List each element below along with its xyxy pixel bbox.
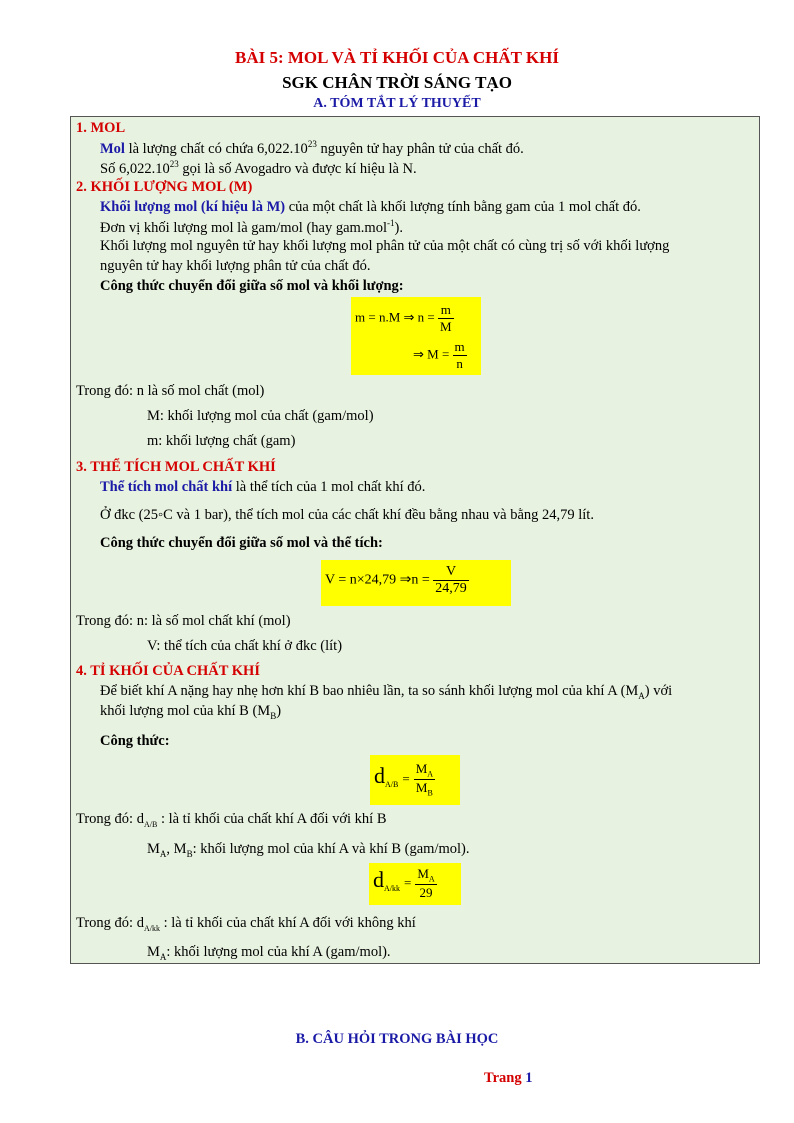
mass-formula-title: Công thức chuyển đổi giữa số mol và khối lượng: [100, 278, 404, 294]
section-1-heading: 1. MOL [76, 120, 126, 136]
w2-text-b: , M [166, 841, 187, 857]
volume-formula-box [321, 560, 511, 606]
w4-text-a: M [147, 944, 160, 960]
n-fraction [438, 302, 454, 335]
molar-mass-definition [100, 199, 641, 216]
density-frac-num: M [415, 761, 428, 776]
volume-where-V: V: thể tích của chất khí ở đkc (lít) [147, 638, 343, 654]
density-intro-2 [100, 703, 281, 721]
n-frac-num: m [438, 302, 454, 319]
gas-volume-def-text: là thể tích của 1 mol chất khí đó. [232, 479, 426, 495]
mass-formula-box [351, 297, 481, 375]
page-num: 1 [525, 1070, 533, 1086]
w4-text-b: : khối lượng mol của khí A (gam/mol). [166, 944, 391, 960]
molar-mass-def-text: của một chất là khối lượng tính bằng gam của 1 mol chất đó. [285, 199, 641, 215]
density-where-d [76, 811, 387, 829]
where2-sub: A/kk [143, 923, 160, 933]
gas-volume-definition [100, 479, 425, 496]
where1-text-b: : là tỉ khối của chất khí A đối với khí B [157, 811, 387, 827]
mol-def-end: nguyên tử hay phân tử của chất đó. [316, 140, 524, 157]
note-line-2: nguyên tử hay khối lượng phân tử của chất đó. [100, 258, 371, 274]
volume-frac-num: V [433, 564, 469, 581]
density-frac-den: M [415, 779, 428, 795]
density-d: d [374, 762, 385, 788]
where2-text-b: : là tỉ khối của chất khí A đối với không khí [159, 915, 416, 931]
page-title: BÀI 5: MOL VÀ TỈ KHỐI CỦA CHẤT KHÍ [234, 48, 559, 67]
section-3-heading: 3. THỂ TÍCH MOL CHẤT KHÍ [76, 459, 276, 475]
page-subtitle: SGK CHÂN TRỜI SÁNG TẠO [282, 73, 512, 92]
volume-frac-den: 24,79 [435, 581, 467, 596]
air-density-where-d [76, 915, 416, 933]
mol-definition [100, 139, 524, 158]
m-frac-den: n [456, 356, 463, 371]
air-density-d: d [373, 866, 384, 892]
n-frac-den: M [439, 319, 452, 334]
mass-where-n: Trong đó: n là số mol chất (mol) [76, 383, 265, 399]
intro2-sub: B [270, 710, 277, 721]
air-frac-num: M [417, 866, 429, 881]
air-density-d-sub: A/kk [384, 884, 400, 894]
where1-text-a: Trong đó: d [76, 811, 144, 827]
mass-formula-lhs2: ⇒ M = [413, 346, 450, 362]
avogadro-line [100, 159, 417, 178]
where2-text-a: Trong đó: d [76, 915, 144, 931]
page-number [484, 1070, 532, 1087]
air-density-where-M [147, 944, 391, 962]
density-formula-title: Công thức: [100, 733, 170, 749]
volume-formula-title: Công thức chuyển đổi giữa số mol và thể tích: [100, 535, 383, 551]
molar-mass-term: Khối lượng mol (kí hiệu là M) [100, 199, 286, 215]
section-a-heading: A. TÓM TẮT LÝ THUYẾT [313, 96, 481, 111]
theory-box [70, 116, 760, 964]
w2-text-a: M [147, 841, 160, 857]
volume-fraction [433, 564, 469, 597]
avo-text-b: gọi là số Avogadro và được kí hiệu là N. [178, 160, 417, 177]
note-line-1: Khối lượng mol nguyên tử hay khối lượng mol phân tử của một chất có cùng trị số với khối lượng [100, 238, 670, 254]
air-frac-num-sub: A [428, 874, 435, 884]
m-frac-num: m [454, 339, 465, 354]
section-4-heading: 4. TỈ KHỐI CỦA CHẤT KHÍ [76, 663, 260, 679]
density-frac-den-sub: B [427, 788, 433, 798]
unit-text-b: ). [394, 219, 403, 236]
mass-where-m: m: khối lượng chất (gam) [147, 433, 296, 449]
unit-line [100, 218, 403, 237]
intro1-text-b: ) với [644, 683, 673, 699]
density-formula-box: $d_{A/B}$ = $\frac{M_A}{M_B}$ [370, 755, 460, 805]
mass-formula-lhs: m = n.M ⇒ n = [355, 309, 435, 325]
density-fraction [414, 761, 435, 797]
section-b-heading: B. CÂU HỎI TRONG BÀI HỌC [295, 1031, 499, 1047]
mol-term: Mol [100, 140, 125, 157]
mol-def-exp: 23 [307, 139, 317, 149]
intro2-text-a: khối lượng mol của khí B (M [100, 703, 271, 719]
air-density-fraction [415, 866, 436, 901]
air-frac-den: 29 [419, 884, 433, 900]
m-fraction [453, 339, 467, 372]
w2-text-c: : khối lượng mol của khí A và khí B (gam/mol). [192, 841, 470, 857]
air-density-formula-box: $d_{A/kk}$ = $\frac{M_A}{29}$ [369, 863, 461, 905]
standard-condition-line: Ở đkc (25◦C và 1 bar), thể tích mol của các chất khí đều bằng nhau và bằng 24,79 lít. [100, 507, 594, 523]
section-2-heading: 2. KHỐI LƯỢNG MOL (M) [76, 179, 253, 195]
density-frac-num-sub: A [427, 769, 434, 779]
intro2-text-b: ) [276, 703, 282, 719]
w2-sub-b: B [186, 848, 193, 859]
avo-exp: 23 [169, 159, 179, 169]
intro1-sub: A [638, 690, 645, 701]
volume-formula-lhs: V = n×24,79 ⇒n = [325, 572, 430, 588]
mass-where-M: M: khối lượng mol của chất (gam/mol) [147, 408, 374, 424]
avo-text-a: Số 6,022.10 [100, 160, 170, 177]
density-where-M [147, 841, 470, 859]
w4-sub: A [159, 951, 167, 962]
gas-volume-term: Thể tích mol chất khí [100, 479, 233, 495]
density-intro-1 [100, 683, 672, 701]
w2-sub-a: A [159, 848, 167, 859]
intro1-text-a: Để biết khí A nặng hay nhẹ hơn khí B bao nhiêu lần, ta so sánh khối lượng mol của khí A (M [100, 683, 639, 699]
unit-text-a: Đơn vị khối lượng mol là gam/mol (hay gam.mol [100, 219, 387, 236]
page-label: Trang [484, 1070, 526, 1086]
volume-where-n: Trong đó: n: là số mol chất khí (mol) [76, 613, 291, 629]
density-d-sub: A/B [385, 779, 399, 789]
unit-exp: -1 [386, 218, 395, 228]
mol-def-text: là lượng chất có chứa 6,022.10 [124, 140, 308, 157]
where1-sub: A/B [143, 819, 158, 829]
